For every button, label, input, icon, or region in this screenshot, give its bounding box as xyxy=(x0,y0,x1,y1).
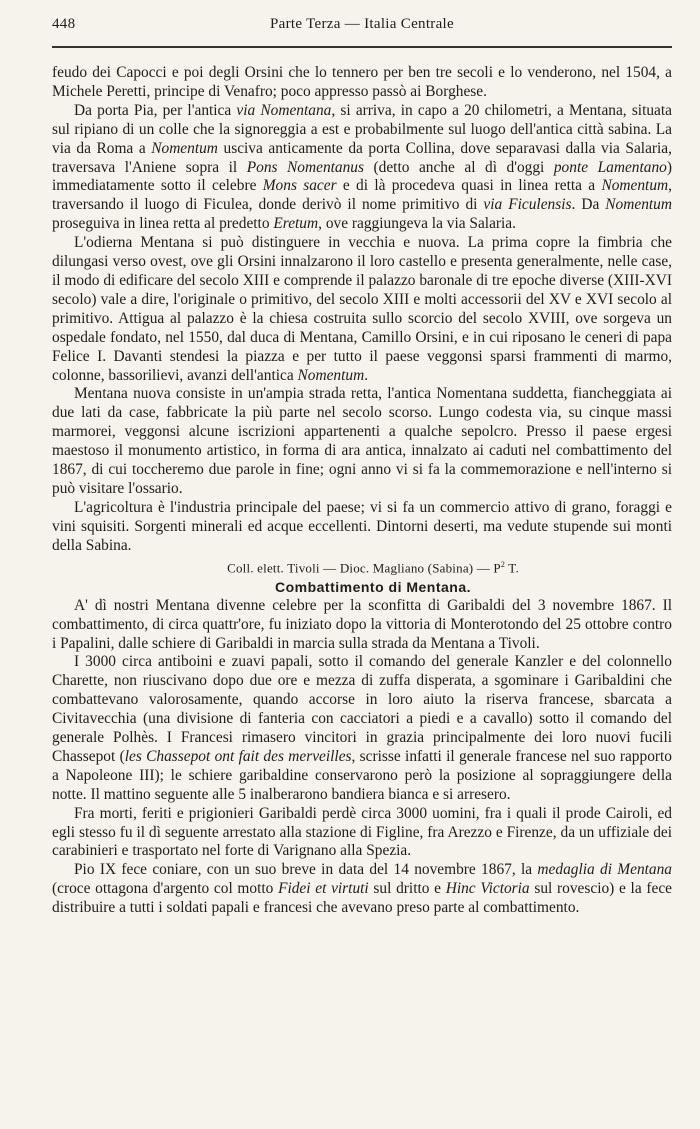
diocese-note: Coll. elett. Tivoli — Dioc. Magliano (Sabina) — $P^2$ T. xyxy=(227,559,519,575)
paragraph-1: feudo dei Capocci e poi degli Orsini che lo tennero per ben tre secoli e lo venderono, nel 1504, a Michele Peretti, principe di Venafro; poco appresso passò ai Borghese. xyxy=(52,64,672,100)
page-number: 448 xyxy=(52,16,76,32)
header-rule xyxy=(52,46,672,48)
page-header xyxy=(52,16,672,38)
paragraph-9: Pio IX fece coniare, con un suo breve in data del 14 novembre 1867, la medaglia di Mentana (croce ottagona d'argento col motto Fidei et virtuti sul dritto e Hinc Victoria sul rovescio) e la fece distribuire a tutti i soldati papali e francesi che avevano preso parte al combattimento. xyxy=(52,861,673,917)
paragraph-8: Fra morti, feriti e prigionieri Garibaldi perdè circa 3000 uomini, fra i quali il prode Cairoli, ed egli stesso fu il dì seguente arrestato alla stazione di Figline, fra Arezzo e Firenze, da un uffiziale dei carabinieri e trasportato nel forte di Varignano alla Spezia. xyxy=(52,804,672,860)
running-title: Parte Terza — Italia Centrale xyxy=(270,16,454,32)
paragraph-4: Mentana nuova consiste in un'ampia strada retta, l'antica Nomentana suddetta, fiancheggiata ai due lati da case, fabbricate la più parte nel secolo scorso. Lungo codesta via, su cinque massi marmorei, veggonsi alcune iscrizioni appartenenti a qualche sepolcro. Presso il paese ergesi maestoso il monumento artistico, in forma di ara antica, innalzato ai caduti nel combattimento del 1867, di cui toccheremo due parole in fine; ogni anno vi si fa la commemorazione e nell'interno si può visitare l'ossario. xyxy=(52,385,672,497)
paragraph-5: L'agricoltura è l'industria principale del paese; vi si fa un commercio attivo di grano, foraggi e vini squisiti. Sorgenti minerali ed acque eccellenti. Dintorni deserti, ma vedute stupende sui monti della Sabina. xyxy=(52,498,672,554)
paragraph-7: I 3000 circa antiboini e zuavi papali, sotto il comando del generale Kanzler e del colonnello Charette, non riuscivano dopo due ore e mezza di zuffa disperata, a sgominare i Garibaldini che combattevano valorosamente, quando accorse in loro aiuto la riserva francese, sbarcata a Civitavecchia (una divisione di fanteria con cacciatori a piedi e a cavallo) sotto il comando del generale Polhès. I Francesi rimasero vincitori in grazia principalmente dei loro nuovi fucili Chassepot (les Chassepot ont fait des merveilles, scrisse infatti il generale francese nel suo rapporto a Napoleone III); le schiere garibaldine conservarono però la posizione al sopraggiungere della notte. Il mattino seguente alle 5 inalberarono bandiera bianca e si arresero. xyxy=(52,653,672,803)
section-subtitle: Combattimento di Mentana. xyxy=(274,578,472,595)
paragraph-2: Da porta Pia, per l'antica via Nomentana, si arriva, in capo a 20 chilometri, a Mentana, situata sul ripiano di un colle che la signoreggia a est e probabilmente sul luogo dell'antica città sabina. La via da Roma a Nomentum usciva anticamente da porta Collina, dove separavasi dalla via Salaria, traversava l'Aniene sopra il Pons Nomentanus (detto anche al dì d'oggi ponte Lamentano) immediatamente sotto il celebre Mons sacer e di là procedeva quasi in linea retta a Nomentum, traversando il luogo di Ficulea, donde derivò il nome primitivo di via Ficulensis. Da Nomentum proseguiva in linea retta al predetto Eretum, ove raggiungeva la via Salaria. xyxy=(52,101,672,233)
paragraph-3: L'odierna Mentana si può distinguere in vecchia e nuova. La prima copre la fimbria che dilungasi verso ovest, ove gli Orsini innalzarono il loro castello e presenta generalmente, nelle case, il modo di edificare del secolo XIII e comprende il palazzo baronale di tre epoche diverse (XIII-XVI secolo) vale a dire, l'originale o primitivo, del secolo XIII e molti accessorii del XV e XVI secolo al primitivo. Attigua al palazzo è la chiesa costruita sullo scorcio del secolo XVIII, ove sorgeva un ospedale fondato, nel 1550, dal duca di Mentana, Camillo Orsini, e in cui riposano le ceneri di papa Felice I. Davanti stendesi la piazza e per tutto il paese veggonsi sparsi frammenti di marmo, colonne, bassorilievi, avanzi dell'antica Nomentum. xyxy=(52,234,672,384)
paragraph-6: A' dì nostri Mentana divenne celebre per la sconfitta di Garibaldi del 3 novembre 1867. Il combattimento, di circa quattr'ore, fu iniziato dopo la vittoria di Monterotondo del 25 ottobre contro i Papalini, dalle schiere di Garibaldi in marcia sulla strada da Mentana a Tivoli. xyxy=(52,596,672,652)
page-body xyxy=(52,64,672,918)
